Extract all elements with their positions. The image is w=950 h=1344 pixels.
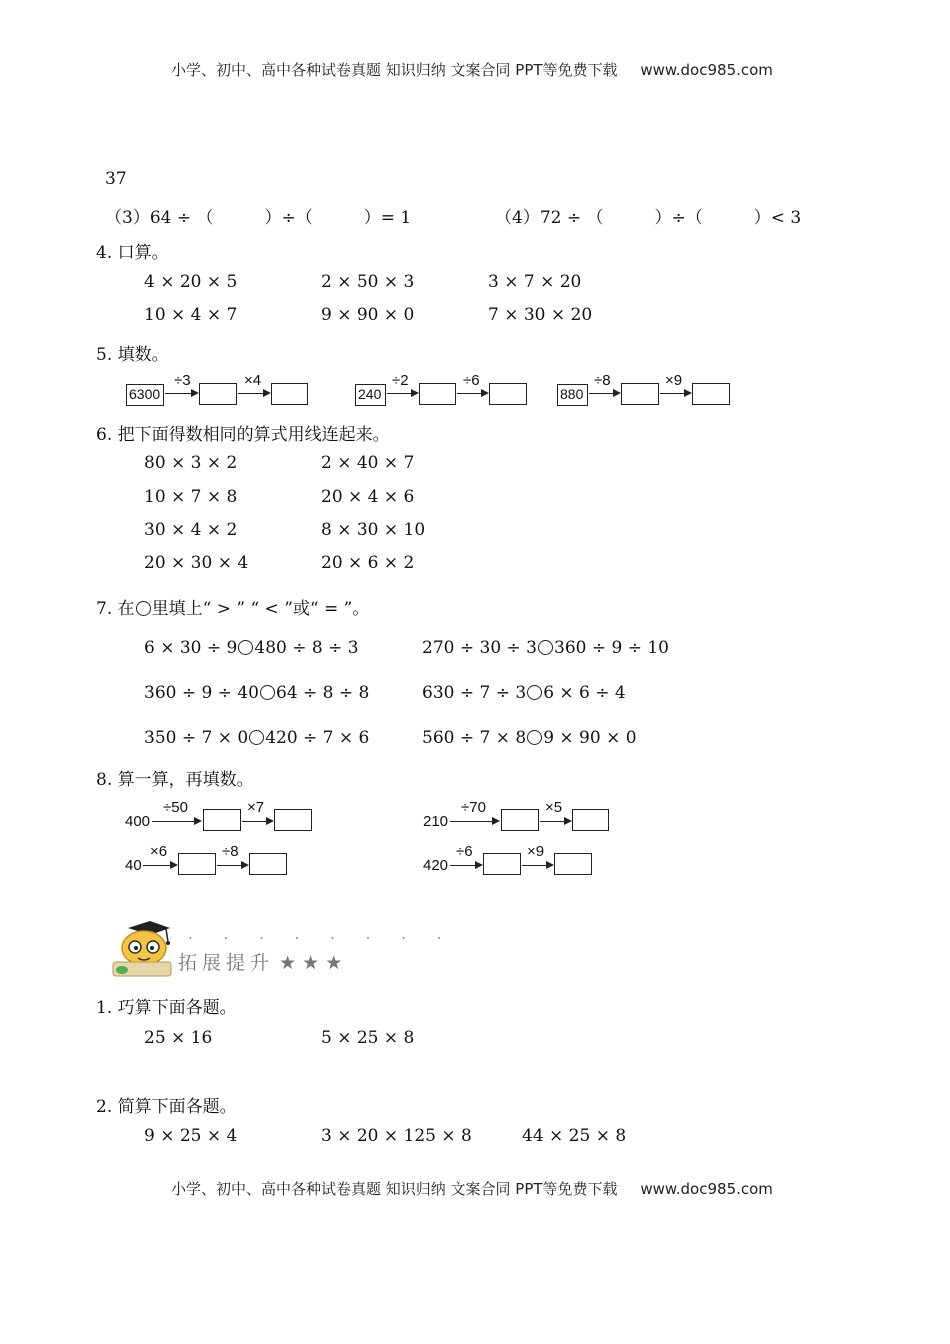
q7-expr-left: 350 ÷ 7 × 0 <box>144 728 249 748</box>
q6-right-item[interactable]: 20 × 6 × 2 <box>321 553 415 573</box>
q6-right-item[interactable]: 2 × 40 × 7 <box>321 453 415 473</box>
answer-box[interactable] <box>489 383 527 405</box>
compare-circle[interactable] <box>260 685 275 700</box>
arrow-icon <box>457 393 487 394</box>
answer-box[interactable] <box>249 853 287 875</box>
q5-start-box: 6300 <box>126 384 164 406</box>
arrow-icon <box>450 865 481 866</box>
circle-icon <box>136 601 151 616</box>
arrow-icon <box>450 821 498 822</box>
q8-op: ×6 <box>150 843 168 860</box>
q4-item: 10 × 4 × 7 <box>144 305 238 325</box>
answer-box[interactable] <box>572 809 609 831</box>
q5-op: ÷2 <box>392 372 409 389</box>
q7-expr-left: 630 ÷ 7 ÷ 3 <box>422 683 527 703</box>
q7-expr-right: 6 × 6 ÷ 4 <box>543 683 626 703</box>
q8-title: 8. 算一算，再填数。 <box>96 770 254 790</box>
e1-item: 25 × 16 <box>144 1028 213 1048</box>
q5-title: 5. 填数。 <box>96 345 169 365</box>
answer-box[interactable] <box>178 853 216 875</box>
q4-item: 7 × 30 × 20 <box>488 305 593 325</box>
e1-item: 5 × 25 × 8 <box>321 1028 415 1048</box>
q5-op: ×9 <box>665 372 683 389</box>
q7-compare <box>422 728 637 748</box>
q5-start-box: 880 <box>557 384 588 406</box>
q5-op: ×4 <box>244 372 262 389</box>
arrow-icon <box>165 393 197 394</box>
q6-title: 6. 把下面得数相同的算式用线连起来。 <box>96 425 390 445</box>
arrow-icon <box>238 393 269 394</box>
q7-expr-left: 6 × 30 ÷ 9 <box>144 638 238 658</box>
q7-compare <box>144 728 369 748</box>
q4-item: 4 × 20 × 5 <box>144 272 238 292</box>
arrow-icon <box>143 865 176 866</box>
header-text: 小学、初中、高中各种试卷真题 知识归纳 文案合同 PPT等免费下载 <box>171 61 618 79</box>
q7-title-a: 7. 在 <box>96 599 135 619</box>
decor-dots: · · · · · · · · <box>188 929 455 947</box>
q3-right: （4）72 ÷ （ ）÷（ ）< 3 <box>495 208 802 228</box>
footer-text: 小学、初中、高中各种试卷真题 知识归纳 文案合同 PPT等免费下载 <box>171 1180 618 1198</box>
q7-title-b: 里填上“ > ” “ < ”或“ = ”。 <box>151 599 370 619</box>
top-number: 37 <box>105 169 127 189</box>
q4-item: 9 × 90 × 0 <box>321 305 415 325</box>
arrow-icon <box>387 393 417 394</box>
q5-op: ÷8 <box>594 372 611 389</box>
q8-op: ÷70 <box>461 799 486 816</box>
q4-item: 3 × 7 × 20 <box>488 272 582 292</box>
q7-compare <box>422 638 669 658</box>
q7-expr-left: 560 ÷ 7 × 8 <box>422 728 527 748</box>
arrow-icon <box>589 393 619 394</box>
footer-url: www.doc985.com <box>640 1180 773 1198</box>
answer-box[interactable] <box>554 853 592 875</box>
answer-box[interactable] <box>271 383 308 405</box>
q7-expr-right: 9 × 90 × 0 <box>543 728 637 748</box>
compare-circle[interactable] <box>238 640 253 655</box>
q7-compare <box>422 683 626 703</box>
q4-title: 4. 口算。 <box>96 243 169 263</box>
compare-circle[interactable] <box>527 730 542 745</box>
e2-item: 3 × 20 × 125 × 8 <box>321 1126 472 1146</box>
answer-box[interactable] <box>419 383 456 405</box>
q7-expr-left: 360 ÷ 9 ÷ 40 <box>144 683 259 703</box>
answer-box[interactable] <box>274 809 312 831</box>
compare-circle[interactable] <box>538 640 553 655</box>
q7-compare <box>144 683 369 703</box>
e1-title: 1. 巧算下面各题。 <box>96 998 237 1018</box>
e2-item: 44 × 25 × 8 <box>522 1126 627 1146</box>
star-icon: ★ ★ ★ <box>279 952 343 974</box>
q7-expr-left: 270 ÷ 30 ÷ 3 <box>422 638 537 658</box>
header-url: www.doc985.com <box>640 61 773 79</box>
q6-left-item[interactable]: 80 × 3 × 2 <box>144 453 238 473</box>
q4-item: 2 × 50 × 3 <box>321 272 415 292</box>
q8-op: ÷50 <box>163 799 188 816</box>
extension-header <box>178 948 342 975</box>
q6-left-item[interactable]: 30 × 4 × 2 <box>144 520 238 540</box>
answer-box[interactable] <box>203 809 241 831</box>
arrow-icon <box>242 821 272 822</box>
e2-item: 9 × 25 × 4 <box>144 1126 238 1146</box>
answer-box[interactable] <box>692 383 730 405</box>
arrow-icon <box>522 865 552 866</box>
answer-box[interactable] <box>621 383 659 405</box>
answer-box[interactable] <box>501 809 539 831</box>
q8-op: ×5 <box>545 799 563 816</box>
compare-circle[interactable] <box>249 730 264 745</box>
q8-start: 420 <box>423 857 449 874</box>
page-footer <box>171 1178 773 1199</box>
q8-op: ÷6 <box>456 843 473 860</box>
q6-right-item[interactable]: 8 × 30 × 10 <box>321 520 426 540</box>
answer-box[interactable] <box>199 383 237 405</box>
q3-left: （3）64 ÷ （ ）÷（ ）= 1 <box>105 208 412 228</box>
e2-title: 2. 简算下面各题。 <box>96 1097 237 1117</box>
q8-start: 400 <box>125 813 151 830</box>
q6-left-item[interactable]: 20 × 30 × 4 <box>144 553 249 573</box>
q5-op: ÷6 <box>463 372 480 389</box>
q7-expr-right: 360 ÷ 9 ÷ 10 <box>554 638 669 658</box>
arrow-icon <box>660 393 690 394</box>
q8-op: ×7 <box>247 799 265 816</box>
arrow-icon <box>217 865 247 866</box>
q8-start: 40 <box>125 857 142 874</box>
q8-op: ×9 <box>527 843 545 860</box>
student-mascot-icon <box>108 918 176 980</box>
q6-right-item[interactable]: 20 × 4 × 6 <box>321 487 415 507</box>
arrow-icon <box>152 821 200 822</box>
q7-expr-right: 64 ÷ 8 ÷ 8 <box>276 683 370 703</box>
page-header <box>171 59 773 80</box>
q7-compare <box>144 638 359 658</box>
q7-expr-right: 480 ÷ 8 ÷ 3 <box>254 638 359 658</box>
q8-start: 210 <box>423 813 449 830</box>
answer-box[interactable] <box>483 853 521 875</box>
q6-left-item[interactable]: 10 × 7 × 8 <box>144 487 238 507</box>
q5-op: ÷3 <box>174 372 191 389</box>
q8-op: ÷8 <box>222 843 239 860</box>
compare-circle[interactable] <box>527 685 542 700</box>
arrow-icon <box>540 821 570 822</box>
q7-expr-right: 420 ÷ 7 × 6 <box>265 728 370 748</box>
q5-start-box: 240 <box>355 384 386 406</box>
q7-title <box>96 594 369 619</box>
extension-title: 拓展提升 <box>178 952 275 974</box>
